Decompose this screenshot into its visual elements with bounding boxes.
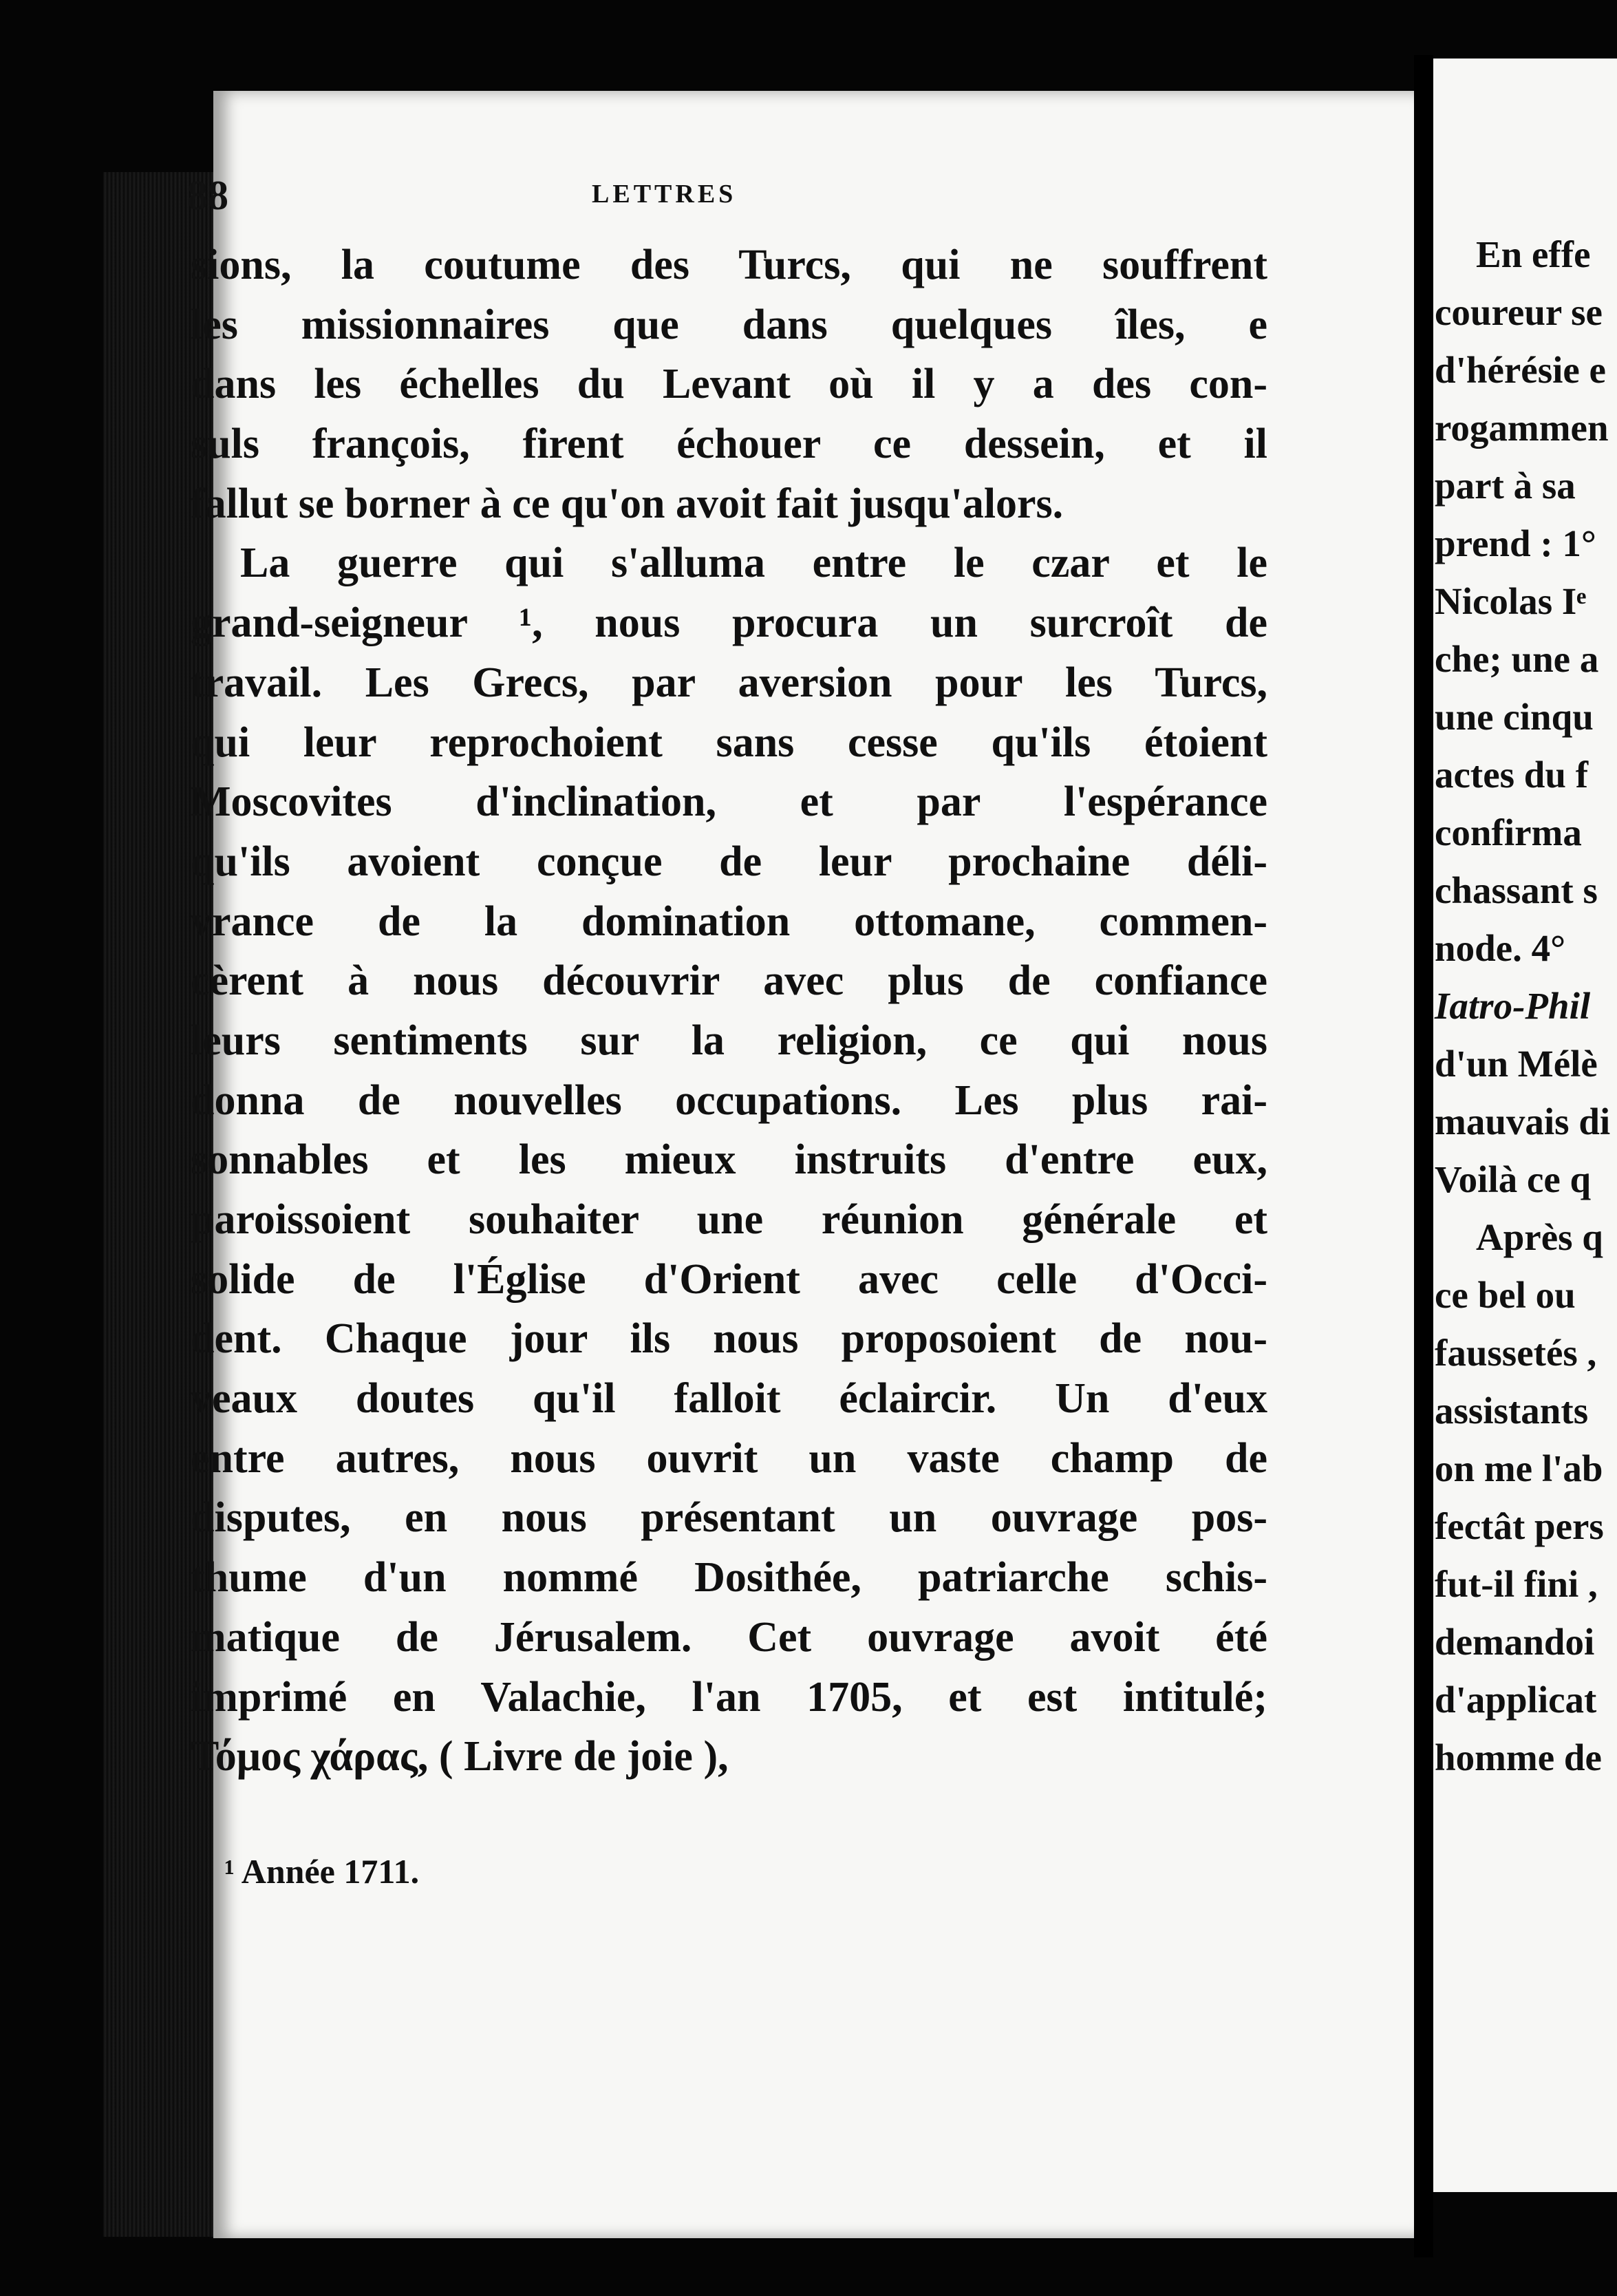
right-text-line: prend : 1° xyxy=(1435,522,1596,564)
right-text-line: faussetés , xyxy=(1435,1332,1597,1374)
right-text-line: assistants xyxy=(1435,1390,1589,1432)
right-text-line: d'hérésie e xyxy=(1435,349,1606,391)
text-line: Moscovites d'inclination, et par l'espérance xyxy=(191,778,1267,826)
text-line: vrance de la domination ottomane, commen- xyxy=(191,897,1267,945)
right-text-line: ce bel ou xyxy=(1435,1274,1576,1316)
text-line: travail. Les Grecs, par aversion pour les Turcs, xyxy=(191,659,1267,706)
page-number: 88 xyxy=(187,173,228,218)
body-text xyxy=(191,235,1267,1787)
running-title: LETTRES xyxy=(592,180,737,209)
text-line: qui leur reprochoient sans cesse qu'ils étoient xyxy=(191,719,1267,766)
text-line: matique de Jérusalem. Cet ouvrage avoit été xyxy=(191,1613,1267,1661)
text-line: thume d'un nommé Dosithée, patriarche schis- xyxy=(191,1554,1267,1602)
footnote: ¹ Année 1711. xyxy=(224,1852,420,1891)
book-gutter xyxy=(1414,55,1433,2257)
right-text-line: En effe xyxy=(1476,233,1591,275)
text-line: dent. Chaque jour ils nous proposoient de nou- xyxy=(191,1315,1267,1363)
text-line: grand-seigneur ¹, nous procura un surcroît de xyxy=(191,599,1267,647)
right-text-line: Iatro-Phil xyxy=(1435,985,1591,1027)
text-line: suls françois, firent échouer ce dessein, et il xyxy=(191,421,1267,468)
right-text-line: coureur se xyxy=(1435,291,1603,333)
page-header xyxy=(0,172,1617,227)
right-text-line: demandoi xyxy=(1435,1621,1595,1663)
text-line: entre autres, nous ouvrit un vaste champ de xyxy=(191,1434,1267,1482)
text-line: paroissoient souhaiter une réunion générale et xyxy=(191,1196,1267,1243)
text-line: sions, la coutume des Turcs, qui ne souffrent xyxy=(191,242,1267,288)
text-line: fallut se borner à ce qu'on avoit fait jusqu'alors. xyxy=(191,480,1064,527)
right-page-text xyxy=(1435,226,1617,1787)
right-text-line: Voilà ce q xyxy=(1435,1158,1592,1200)
text-line: disputes, en nous présentant un ouvrage pos- xyxy=(191,1494,1267,1542)
right-text-line: confirma xyxy=(1435,811,1582,853)
right-text-line: part à sa xyxy=(1435,465,1576,507)
text-line: imprimé en Valachie, l'an 1705, et est intitulé; xyxy=(191,1673,1267,1721)
text-line: qu'ils avoient conçue de leur prochaine déli- xyxy=(191,838,1267,885)
text-line: leurs sentiments sur la religion, ce qui nous xyxy=(191,1017,1267,1064)
right-text-line: mauvais di xyxy=(1435,1101,1611,1142)
right-text-line: une cinqu xyxy=(1435,696,1594,738)
text-line: dans les échelles du Levant où il y a des con- xyxy=(191,361,1267,408)
right-text-line: fut-il fini , xyxy=(1435,1563,1598,1605)
text-line: Τόμος χάρας, ( Livre de joie ), xyxy=(191,1733,729,1781)
text-line: veaux doutes qu'il falloit éclaircir. Un d'eux xyxy=(191,1375,1267,1423)
paragraph-start-line: La guerre qui s'alluma entre le czar et le xyxy=(240,540,1267,587)
right-text-line: Après q xyxy=(1476,1216,1603,1258)
right-text-line: fectât pers xyxy=(1435,1505,1604,1547)
right-text-line: che; une a xyxy=(1435,638,1599,680)
right-text-line: actes du f xyxy=(1435,754,1589,796)
right-text-line: on me l'ab xyxy=(1435,1447,1603,1489)
text-line: donna de nouvelles occupations. Les plus rai- xyxy=(191,1076,1267,1124)
right-text-line: Nicolas Iᵉ xyxy=(1435,580,1587,622)
text-line: cèrent à nous découvrir avec plus de confiance xyxy=(191,957,1267,1005)
text-line: sonnables et les mieux instruits d'entre eux, xyxy=(191,1136,1267,1184)
right-text-line: homme de xyxy=(1435,1736,1602,1778)
text-line: solide de l'Église d'Orient avec celle d'Occi- xyxy=(191,1255,1267,1303)
right-text-line: rogammen xyxy=(1435,407,1609,449)
right-text-line: d'un Mélè xyxy=(1435,1043,1598,1085)
text-line: les missionnaires que dans quelques îles, e xyxy=(191,301,1267,348)
right-text-line: node. 4° xyxy=(1435,927,1566,969)
right-text-line: d'applicat xyxy=(1435,1679,1597,1721)
right-text-line: chassant s xyxy=(1435,869,1598,911)
